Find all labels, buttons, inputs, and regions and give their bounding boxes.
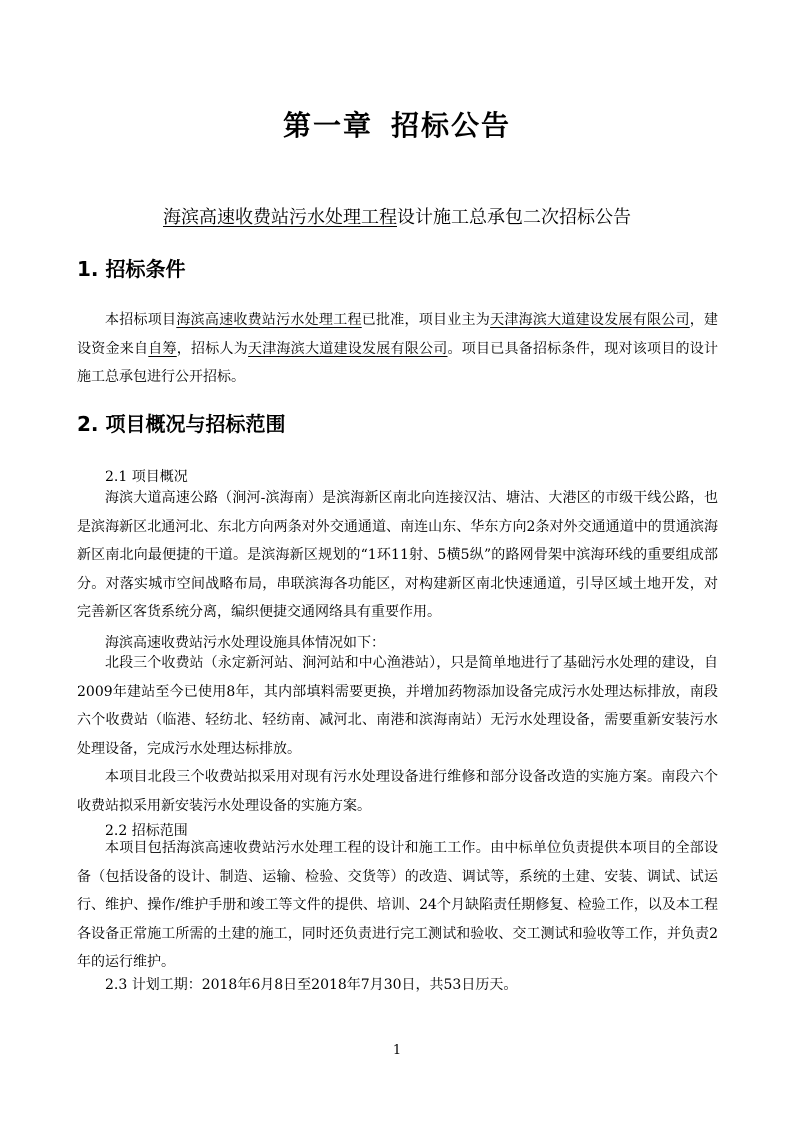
chapter-title (0, 104, 794, 144)
page-number: 1 (392, 1043, 402, 1058)
fund-source: 自筹 (148, 340, 177, 357)
notice-title-rest: 设计施工总承包二次招标公告 (397, 207, 631, 228)
section2-heading: 2. 项目概况与招标范围 (77, 412, 286, 436)
notice-title-project: 海滨高速收费站污水处理工程 (163, 207, 397, 228)
notice-title (0, 203, 794, 229)
facility-paragraph: 北段三个收费站（永定新河站、涧河站和中心渔港站），只是简单地进行了基础污水处理的建设，自2009年建站至今已使用8年，其内部填料需要更换，并增加药物添加设备完成污水处理达标排放，南段六个收费站（临港、轻纺北、轻纺南、减河北、南港和滨海南站）无污水处理设备，需要重新安装污水处理设备，完成污水处理达标排放。 (77, 655, 718, 757)
scope-paragraph: 本项目包括海滨高速收费站污水处理工程的设计和施工工作。由中标单位负责提供本项目的全部设备（包括设备的设计、制造、运输、检验、交货等）的改造、调试等，系统的土建、安装、调试、试运行、维护、操作/维护手册和竣工等文件的提供、培训、24个月缺陷责任期修复、检验工作，以及本工程各设备正常施工所需的土建的施工，同时还负责进行完工测试和验收、交工测试和验收等工作，并负责2年的运行维护。 (77, 840, 718, 970)
owner-name: 天津海滨大道建设发展有限公司 (490, 312, 690, 328)
text-run: ，招标人为 (176, 340, 248, 357)
overview-paragraph: 海滨大道高速公路（涧河-滨海南）是滨海新区南北向连接汉沽、塘沽、大港区的市级干线公路，也是滨海新区北通河北、东北方向两条对外交通通道、南连山东、华东方向2条对外交通通道中的贯通滨海新区南北向最便捷的干道。是滨海新区规划的“1环11射、5横5纵”的路网骨架中滨海环线的重要组成部分。对落实城市空间战略布局，串联滨海各功能区，对构建新区南北快速通道，引导区域土地开发，对完善新区客货系统分离，编织便捷交通网络具有重要作用。 (77, 490, 718, 620)
schedule-line: 2.3 计划工期：2018年6月8日至2018年7月30日，共53日历天。 (105, 977, 518, 993)
tenderer-name: 天津海滨大道建设发展有限公司 (248, 340, 448, 357)
section1-paragraph (77, 306, 718, 392)
chapter-name: 招标公告 (391, 109, 512, 142)
facility-intro: 海滨高速收费站污水处理设施具体情况如下： (105, 635, 385, 651)
chapter-number: 第一章 (282, 109, 373, 142)
text-run: 已批准，项目业主为 (361, 312, 491, 328)
text-run: ，建设资金来自 (77, 312, 719, 357)
subsection-2-1-title: 2.1 项目概况 (105, 469, 188, 485)
plan-paragraph: 本项目北段三个收费站拟采用对现有污水处理设备进行维修和部分设备改造的实施方案。南段六个收费站拟采用新安装污水处理设备的实施方案。 (77, 769, 718, 814)
project-name: 海滨高速收费站污水处理工程 (176, 312, 362, 328)
subsection-2-2-title: 2.2 招标范围 (105, 823, 188, 839)
text-run: 本招标项目 (105, 312, 177, 328)
text-run: 。项目已具备招标条件，现对该项目的设计施工总承包进行公开招标。 (77, 340, 718, 385)
section1-heading: 1. 招标条件 (77, 257, 186, 281)
